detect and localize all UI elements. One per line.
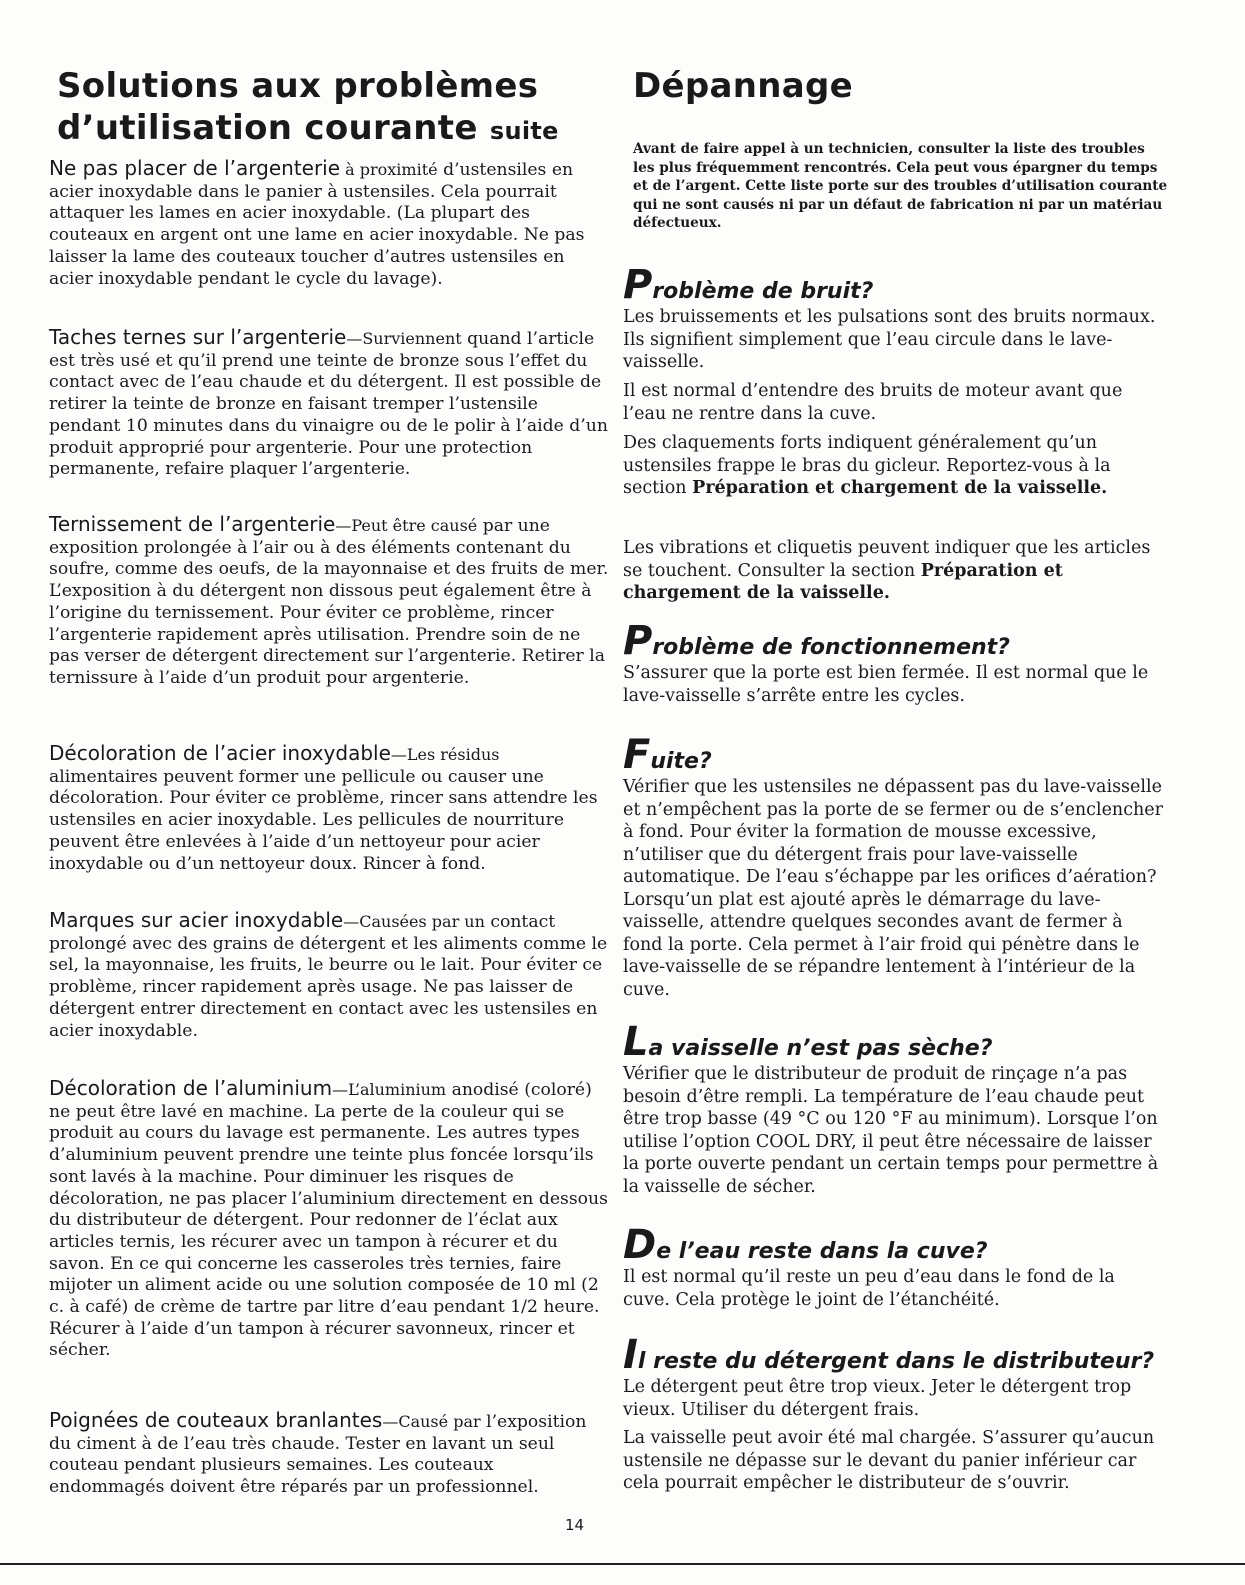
section-heading: Ne pas placer de l’argenterie xyxy=(49,156,341,180)
heading-text: a vaisselle n’est pas sèche? xyxy=(648,1036,993,1061)
heading-text: l reste du détergent dans le distributeur? xyxy=(637,1349,1155,1374)
heading-initial: P xyxy=(623,262,653,308)
heading-initial: P xyxy=(623,618,653,664)
section-heading: Décoloration de l’aluminium xyxy=(49,1076,333,1100)
paragraph: Les bruissements et les pulsations sont des bruits normaux. Ils signifient simplement que l’eau circule dans le lave-vaisselle. xyxy=(623,307,1156,372)
section-argenterie-placement xyxy=(49,158,609,290)
paragraph xyxy=(623,537,1163,605)
page-number: 14 xyxy=(565,1516,585,1534)
section-lead: —Causé par xyxy=(382,1412,481,1431)
paragraph: Le détergent peut être trop vieux. Jeter le détergent trop vieux. Utiliser du détergent frais. xyxy=(623,1377,1132,1420)
section-lead: —Peut être causé xyxy=(335,516,478,535)
paragraph: Il est normal d’entendre des bruits de moteur avant que l’eau ne rentre dans la cuve. xyxy=(623,381,1123,424)
section-lead: —L’aluminium xyxy=(332,1080,447,1099)
heading-eau-reste xyxy=(623,1222,988,1268)
left-title xyxy=(57,65,617,152)
section-lead: —Les résidus xyxy=(390,745,500,764)
section-ternissement xyxy=(49,514,609,690)
section-heading: Ternissement de l’argenterie xyxy=(49,512,336,536)
heading-text: e l’eau reste dans la cuve? xyxy=(656,1239,988,1264)
heading-detergent-distributeur xyxy=(623,1332,1155,1378)
section-marques-inox xyxy=(49,910,609,1042)
section-body: contact prolongé avec des grains de détergent et les aliments comme le sel, la mayonnaise, les fruits, le beurre ou le lait. Pour éviter ce problème, rincer rapidement après usage. Ne pas laisser de détergent entrer directement en contact avec les ustensiles en acier inoxydable. xyxy=(49,912,608,1041)
section-lead: —Surviennent xyxy=(346,329,462,348)
section-heading: Taches ternes sur l’argenterie xyxy=(49,325,347,349)
section-poignees-couteaux xyxy=(49,1410,609,1499)
right-title: Dépannage xyxy=(633,66,854,106)
left-title-line2 xyxy=(57,107,617,152)
heading-text: roblème de fonctionnement? xyxy=(652,635,1010,660)
heading-initial: D xyxy=(623,1222,657,1268)
heading-fonctionnement xyxy=(623,618,1010,664)
section-body: d’ustensiles en acier inoxydable dans le panier à ustensiles. Cela pourrait attaquer les lames en acier inoxydable. (La plupart des couteaux en argent ont une lame en acier inoxydable. Ne pas laisser la lame des couteaux toucher d’autres ustensiles en acier inoxydable pendant le cycle du lavage). xyxy=(49,160,585,289)
paragraph: Vérifier que le distributeur de produit de rinçage n’a pas besoin d’être rempli. La température de l’eau chaude peut être trop basse (49 °C ou 120 °F au minimum). Lorsque l’on utilise l’option COOL DRY, il peut être nécessaire de laisser la porte ouverte pendant un certain temps pour permettre à la vaisselle de sécher. xyxy=(623,1064,1159,1197)
left-title-line1: Solutions aux problèmes xyxy=(57,66,539,106)
paragraph: La vaisselle peut avoir été mal chargée. S’assurer qu’aucun ustensile ne dépasse sur le devant du panier inférieur car cela pourrait empêcher le distributeur de s’ouvrir. xyxy=(623,1428,1155,1493)
section-heading: Poignées de couteaux branlantes xyxy=(49,1408,383,1432)
section-lead: à proximité xyxy=(340,160,438,179)
paragraph: Il est normal qu’il reste un peu d’eau dans le fond de la cuve. Cela protège le joint de l’étanchéité. xyxy=(623,1267,1115,1310)
heading-bruit xyxy=(623,262,874,308)
heading-text: roblème de bruit? xyxy=(652,279,874,304)
heading-initial: F xyxy=(623,732,651,778)
section-body: anodisé (coloré) ne peut être lavé en machine. La perte de la couleur qui se produit au cours du lavage est permanente. Les autres types d’aluminium peuvent prendre une teinte plus foncée lorsqu’ils sont lavés à la machine. Pour diminuer les risques de décoloration, ne pas placer l’aluminium directement en dessous du distributeur de détergent. Pour redonner de l’éclat aux articles ternis, les récurer avec un tampon à récurer et du savon. En ce qui concerne les casseroles très ternies, faire mijoter un aliment acide ou une solution composée de 10 ml (2 c. à café) de crème de tartre par litre d’eau pendant 1/2 heure. Récurer à l’aide d’un tampon à récurer savonneux, rincer et sécher. xyxy=(49,1080,608,1361)
section-body: l’exposition du ciment à de l’eau très chaude. Tester en lavant un seul couteau pendant plusieurs semaines. Les couteaux endommagés doivent être réparés par un professionnel. xyxy=(49,1412,587,1498)
paragraph: Vérifier que les ustensiles ne dépassent pas du lave-vaisselle et n’empêchent pas la porte de se fermer ou de s’enclencher à fond. Pour éviter la formation de mousse excessive, n’utiliser que du détergent frais pour lave-vaisselle automatique. De l’eau s’échappe par les orifices d’aération? Lorsqu’un plat est ajouté après le démarrage du lave-vaisselle, attendre quelques secondes avant de fermer à fond la porte. Cela permet à l’air froid qui pénètre dans le lave-vaisselle de se répandre lentement à l’intérieur de la cuve. xyxy=(623,777,1163,1000)
heading-initial: L xyxy=(623,1019,649,1065)
heading-vaisselle-pas-seche xyxy=(623,1019,993,1065)
paragraph-text: Des claquements forts indiquent généralement qu’un ustensiles frappe le bras du gicleur. Reportez-vous à la section xyxy=(623,433,1111,498)
paragraph xyxy=(623,432,1163,500)
section-lead: —Causées par un xyxy=(343,912,485,931)
paragraph: S’assurer que la porte est bien fermée. Il est normal que le lave-vaisselle s’arrête entre les cycles. xyxy=(623,663,1149,706)
section-taches-ternes xyxy=(49,327,609,481)
section-heading: Décoloration de l’acier inoxydable xyxy=(49,741,391,765)
heading-text: uite? xyxy=(650,749,712,774)
reference-link: Préparation et chargement de la vaisselle. xyxy=(692,478,1108,498)
paragraph-text: Les vibrations et cliquetis peuvent indiquer que les articles se touchent. Consulter la section xyxy=(623,538,1151,581)
section-body: par une exposition prolongée à l’air ou à des éléments contenant du soufre, comme des oeufs, de la mayonnaise et des fruits de mer. L’exposition à du détergent non dissous peut également être à l’origine du ternissement. Pour éviter ce problème, rincer l’argenterie rapidement après utilisation. Prendre soin de ne pas verser de détergent directement sur l’argenterie. Retirer la ternissure à l’aide d’un produit pour argenterie. xyxy=(49,516,609,688)
left-title-line2-text: d’utilisation courante xyxy=(57,108,478,148)
heading-fuite xyxy=(623,732,712,778)
reference-link: Préparation et chargement de la vaisselle. xyxy=(623,560,1063,603)
intro-paragraph: Avant de faire appel à un technicien, consulter la liste des troubles les plus fréquemment rencontrés. Cela peut vous épargner du temps et de l’argent. Cette liste porte sur des troubles d’utilisation courante qui ne sont causés ni par un défaut de fabrication ni par un matériau défectueux. xyxy=(633,141,1168,231)
section-heading: Marques sur acier inoxydable xyxy=(49,908,344,932)
section-body: alimentaires peuvent former une pellicule ou causer une décoloration. Pour éviter ce problème, rincer sans attendre les ustensiles en acier inoxydable. Les pellicules de nourriture peuvent être enlevées à l’aide d’un nettoyeur pour acier inoxydable ou d’un nettoyeur doux. Rincer à fond. xyxy=(49,766,598,874)
section-body: quand l’article est très usé et qu’il prend une teinte de bronze sous l’effet du contact avec de l’eau chaude et du détergent. Il est possible de retirer la teinte de bronze en faisant tremper l’ustensile pendant 10 minutes dans du vinaigre ou de le polir à l’aide d’un produit approprié pour argenterie. Pour une protection permanente, refaire plaquer l’argenterie. xyxy=(49,329,608,480)
section-decoloration-aluminium xyxy=(49,1078,609,1362)
heading-initial: I xyxy=(623,1332,638,1378)
right-title-wrap xyxy=(633,65,853,107)
bottom-rule xyxy=(0,1563,1245,1565)
section-decoloration-inox xyxy=(49,743,609,875)
left-title-suffix: suite xyxy=(489,117,559,145)
